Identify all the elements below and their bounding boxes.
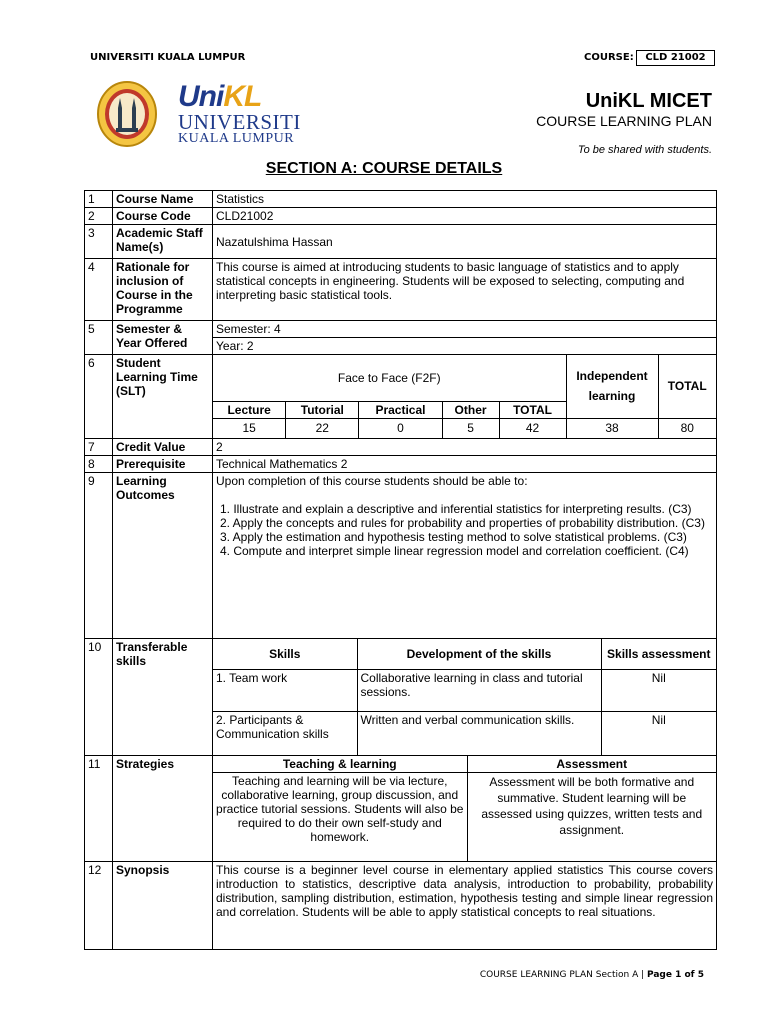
row-semester — [85, 321, 717, 355]
slt-col-total: TOTAL — [499, 401, 566, 418]
assessment-header: Skills assessment — [601, 639, 716, 669]
row-number: 8 — [85, 456, 113, 473]
outcome-item: 4. Compute and interpret simple linear regression model and correlation coefficient. (C4) — [220, 544, 689, 558]
row-number: 4 — [85, 259, 113, 321]
row-label: Strategies — [113, 756, 213, 862]
slt-col-other: Other — [442, 401, 499, 418]
teaching-text: Teaching and learning will be via lecture, collaborative learning, group discussion, and practice tutorial sessions. Students will also be required to do their own self-study and homework. — [213, 773, 467, 861]
course-code-box: CLD 21002 — [636, 50, 715, 66]
slt-independent-value: 38 — [566, 418, 658, 438]
skill-development: Collaborative learning in class and tutorial sessions. — [357, 669, 601, 711]
course-code-value: CLD21002 — [213, 208, 717, 225]
footer-text: COURSE LEARNING PLAN Section A | — [479, 970, 647, 980]
skill-name: 2. Participants & Communication skills — [213, 711, 357, 755]
row-number: 10 — [85, 639, 113, 756]
university-name: UNIVERSITI KUALA LUMPUR — [90, 52, 246, 63]
semester-value: Semester: 4 — [213, 321, 716, 338]
row-course-code — [85, 208, 717, 225]
row-label: Credit Value — [113, 439, 213, 456]
row-slt — [85, 355, 717, 439]
slt-lecture-value: 15 — [213, 418, 286, 438]
prerequisite-value: Technical Mathematics 2 — [213, 456, 717, 473]
outcomes-intro: Upon completion of this course students should be able to: — [216, 474, 528, 488]
f2f-header: Face to Face (F2F) — [213, 355, 566, 401]
year-value: Year: 2 — [216, 339, 254, 353]
skill-assessment: Nil — [601, 711, 716, 755]
total-header: TOTAL — [658, 355, 716, 418]
row-number: 11 — [85, 756, 113, 862]
row-strategies — [85, 756, 717, 862]
row-synopsis — [85, 861, 717, 949]
row-number: 3 — [85, 225, 113, 259]
slt-total-value: 80 — [658, 418, 716, 438]
campus-title: UniKL MICET — [585, 90, 712, 112]
logo-universiti-text: UNIVERSITI — [178, 110, 301, 134]
document-title: COURSE LEARNING PLAN — [536, 113, 712, 129]
assessment-strategy-header: Assessment — [467, 756, 716, 773]
row-number: 2 — [85, 208, 113, 225]
share-note: To be shared with students. — [577, 144, 712, 156]
skills-header: Skills — [213, 639, 357, 669]
row-credit — [85, 439, 717, 456]
row-label: Academic Staff Name(s) — [113, 225, 213, 259]
skills-table — [213, 639, 716, 755]
row-staff — [85, 225, 717, 259]
rationale-value: This course is aimed at introducing students to basic language of statistics and to apply statistical concepts in engineering. Students will be exposed to selecting, computing and interpreting basic statistical tools. — [213, 259, 717, 321]
skill-development: Written and verbal communication skills. — [357, 711, 601, 755]
unikl-logo — [178, 82, 301, 146]
slt-col-tutorial: Tutorial — [286, 401, 359, 418]
row-label: Course Code — [113, 208, 213, 225]
course-name-value: Statistics — [213, 191, 717, 208]
slt-f2f-total-value: 42 — [499, 418, 566, 438]
row-number: 5 — [85, 321, 113, 355]
slt-col-lecture: Lecture — [213, 401, 286, 418]
credit-value: 2 — [213, 439, 717, 456]
outcome-item: 3. Apply the estimation and hypothesis testing method to solve statistical problems. (C3) — [220, 530, 687, 544]
row-label: Transferable skills — [113, 639, 213, 756]
learning-outcomes — [213, 473, 717, 639]
independent-header: Independent learning — [566, 355, 658, 418]
slt-practical-value: 0 — [359, 418, 442, 438]
row-label: Course Name — [113, 191, 213, 208]
row-rationale — [85, 259, 717, 321]
row-number: 6 — [85, 355, 113, 439]
slt-col-practical: Practical — [359, 401, 442, 418]
section-title: SECTION A: COURSE DETAILS — [265, 160, 503, 177]
outcome-item: 2. Apply the concepts and rules for probability and properties of probability distribution. (C3) — [220, 516, 705, 530]
row-number: 9 — [85, 473, 113, 639]
row-label: Learning Outcomes — [113, 473, 213, 639]
row-label: Student Learning Time (SLT) — [113, 355, 213, 439]
course-details-table — [84, 190, 717, 950]
skill-assessment: Nil — [601, 669, 716, 711]
development-header: Development of the skills — [357, 639, 601, 669]
staff-name-value: Nazatulshima Hassan — [213, 225, 717, 259]
logo-kl-text: KL — [223, 80, 262, 113]
row-transferable-skills — [85, 639, 717, 756]
page-number: Page 1 of 5 — [647, 970, 704, 980]
university-crest-logo — [96, 80, 158, 148]
row-label: Prerequisite — [113, 456, 213, 473]
slt-other-value: 5 — [442, 418, 499, 438]
skill-name: 1. Team work — [213, 669, 357, 711]
row-number: 12 — [85, 861, 113, 949]
row-learning-outcomes — [85, 473, 717, 639]
row-number: 1 — [85, 191, 113, 208]
row-number: 7 — [85, 439, 113, 456]
row-prerequisite — [85, 456, 717, 473]
teaching-header: Teaching & learning — [213, 756, 467, 773]
row-label: Synopsis — [113, 861, 213, 949]
course-label: COURSE: — [584, 52, 634, 63]
logo-kuala-lumpur-text: KUALA LUMPUR — [178, 131, 295, 146]
strategies-table — [213, 756, 716, 861]
slt-table — [213, 355, 716, 438]
row-label: Rationale for inclusion of Course in the Programme — [113, 259, 213, 321]
slt-tutorial-value: 22 — [286, 418, 359, 438]
synopsis-value: This course is a beginner level course in elementary applied statistics This course covers introduction to statistics, descriptive data analysis, introduction to probability, probability distribution, sampling distribution, estimation, hypothesis testing and simple linear regression and correlation. Students will be able to apply statistical concepts to real situations. — [213, 861, 717, 949]
page-footer — [480, 970, 704, 980]
assessment-text: Assessment will be both formative and summative. Student learning will be assessed using quizzes, written tests and assignment. — [467, 773, 716, 861]
logo-uni-text: Uni — [178, 80, 224, 113]
row-label: Semester & Year Offered — [113, 321, 213, 355]
row-course-name — [85, 191, 717, 208]
outcome-item: 1. Illustrate and explain a descriptive and inferential statistics for interpreting results. (C3) — [220, 502, 692, 516]
